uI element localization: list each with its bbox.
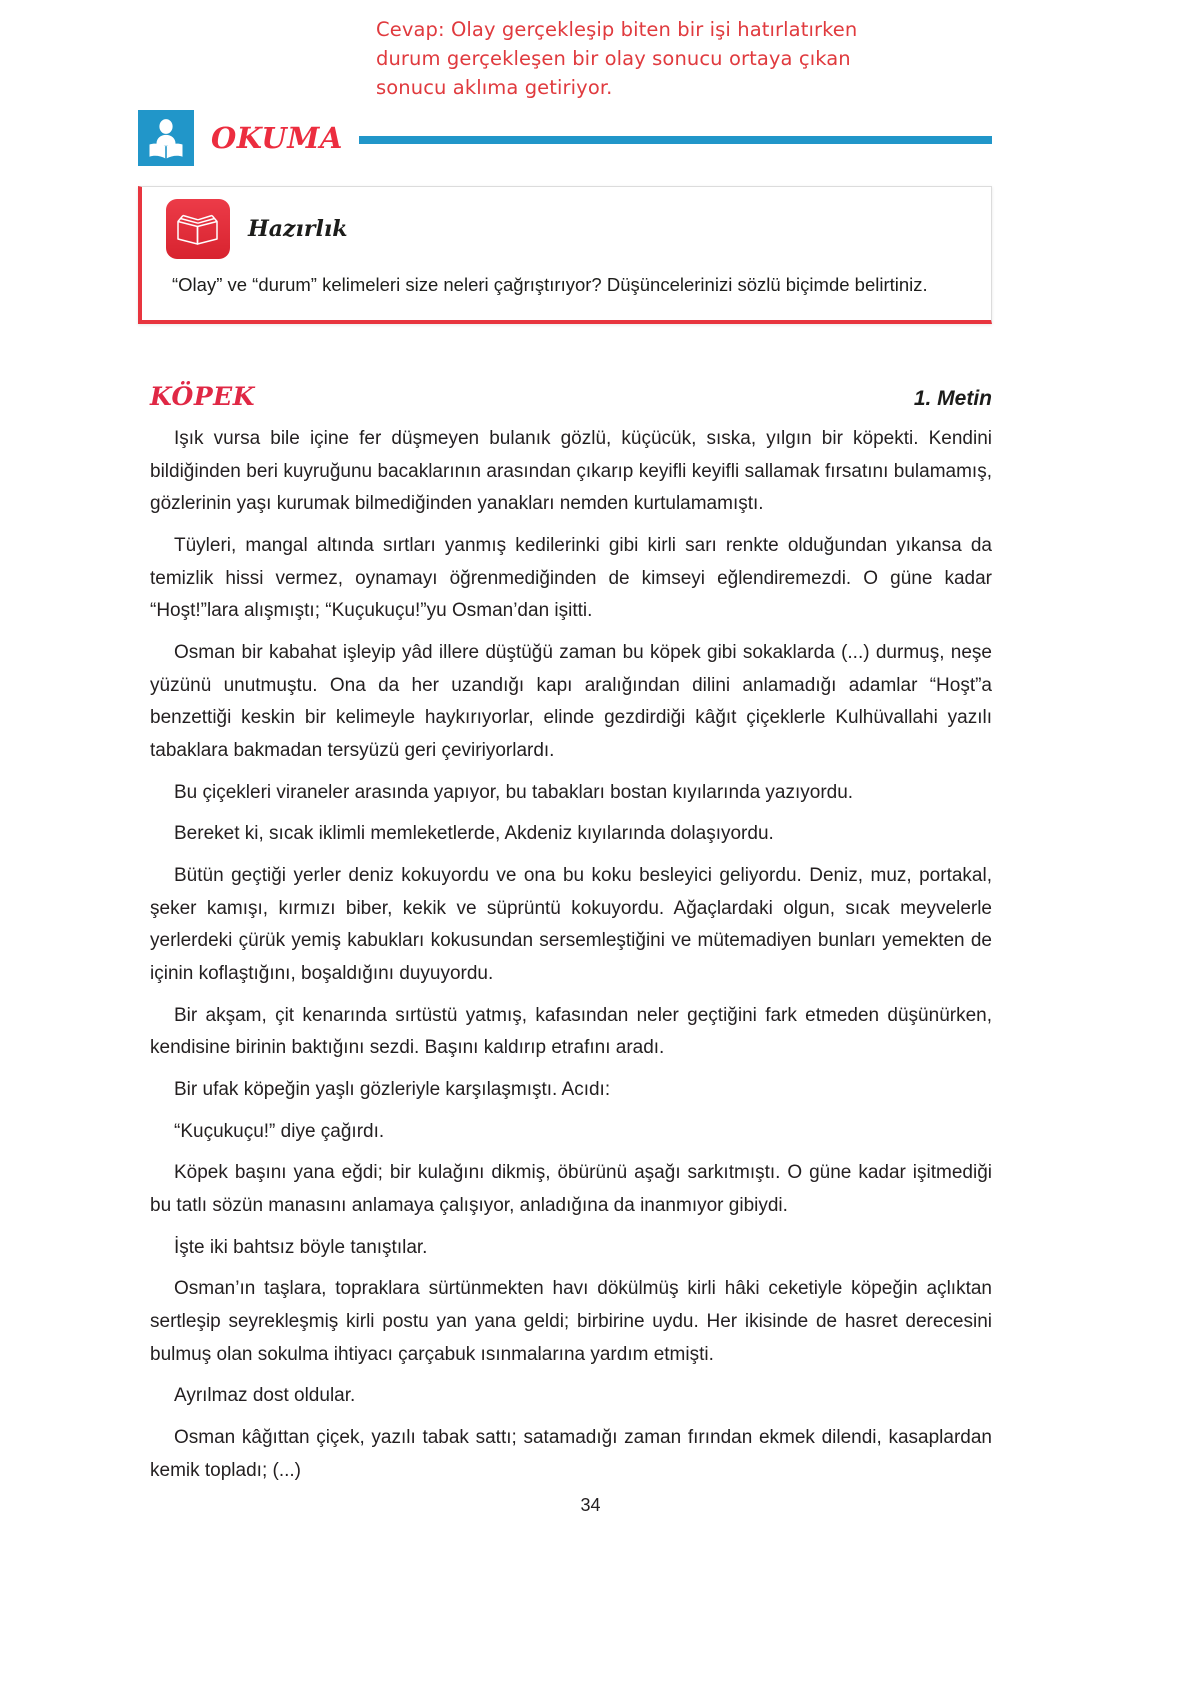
reader-person-book-icon — [138, 110, 194, 166]
article-header — [150, 382, 992, 411]
paragraph: Tüyleri, mangal altında sırtları yanmış kedilerinki gibi kirli sarı renkte olduğundan yıkansa da temizlik hissi vermez, oynamayı öğrenmediğinden de kimseyi eğlendiremezdi. O güne kadar “Hoşt!”lara alışmıştı; “Kuçukuçu!”yu Osman’dan işitti. — [150, 535, 992, 622]
paragraph: Işık vursa bile içine fer düşmeyen bulanık gözlü, küçücük, sıska, yılgın bir köpekti. Kendini bildiğinden beri kuyruğunu bacaklarının arasından çıkarıp keyifli keyifli sallamak fırsatını bulamamış, gözlerinin yaşı kurumak bilmediğinden yanakları nemden kurtulamamıştı. — [150, 428, 992, 515]
okuma-title: OKUMA — [211, 121, 343, 155]
paragraph: İşte iki bahtsız böyle tanıştılar. — [174, 1236, 428, 1258]
hazirlik-header — [142, 187, 991, 259]
metin-label: 1. Metin — [913, 387, 992, 410]
hazirlik-question: “Olay” ve “durum” kelimeleri size neleri çağrıştırıyor? Düşüncelerinizi sözlü biçimde belirtiniz. — [172, 274, 928, 295]
paragraph: Bir ufak köpeğin yaşlı gözleriyle karşılaşmıştı. Acıdı: — [174, 1079, 611, 1101]
okuma-section-header — [138, 110, 992, 166]
open-book-icon — [166, 199, 230, 259]
reading-article — [150, 382, 992, 1487]
article-title: KÖPEK — [150, 382, 255, 411]
article-body — [150, 423, 992, 1487]
paragraph: Ayrılmaz dost oldular. — [174, 1385, 356, 1407]
hazirlik-label: Hazırlık — [248, 216, 348, 242]
paragraph: Bütün geçtiği yerler deniz kokuyordu ve ona bu koku besleyici geliyordu. Deniz, muz, portakal, şeker kamışı, kırmızı biber, kekik ve süprüntü kokuyordu. Ağaçlardaki olgun, sıcak meyvelerle yerlerdeki çürük yemiş kabukları kokusundan sersemleştiğini ve mütemadiyen bunları yemekten de içinin koflaştığını, boşaldığını duyuyordu. — [150, 865, 992, 985]
hazirlik-box — [138, 186, 992, 324]
header-rule — [359, 136, 992, 144]
answer-annotation: Cevap: Olay gerçekleşip biten bir işi hatırlatırken durum gerçekleşen bir olay sonucu ortaya çıkan sonucu aklıma getiriyor. — [376, 18, 858, 99]
paragraph: Osman’ın taşlara, topraklara sürtünmekten havı dökülmüş kirli hâki ceketiyle köpeğin açlıktan sertleşip seyrekleşmiş kirli postu yan yana geldi; birbirine uydu. Her ikisinde de hasret derecesini bulmuş olan sokulma ihtiyacı çarçabuk ısınmalarına yardım etmişti. — [150, 1278, 992, 1365]
paragraph: Köpek başını yana eğdi; bir kulağını dikmiş, öbürünü aşağı sarkıtmıştı. O güne kadar işitmediği bu tatlı sözün manasını anlamaya çalışıyor, anladığına da inanmıyor gibiydi. — [150, 1162, 992, 1217]
page-number: 34 — [580, 1495, 601, 1515]
paragraph: Bir akşam, çit kenarında sırtüstü yatmış, kafasından neler geçtiğini fark etmeden düşünürken, kendisine birinin baktığını sezdi. Başını kaldırıp etrafını aradı. — [150, 1004, 992, 1059]
paragraph: Osman kâğıttan çiçek, yazılı tabak sattı; satamadığı zaman fırından ekmek dilendi, kasaplardan kemik topladı; (...) — [150, 1427, 992, 1481]
paragraph: “Kuçukuçu!” diye çağırdı. — [174, 1120, 385, 1142]
paragraph: Osman bir kabahat işleyip yâd illere düştüğü zaman bu köpek gibi sokaklarda (...) durmuş, neşe yüzünü unutmuştu. Ona da her uzandığı kapı aralığından dilini anlamadığı adamlar “Hoşt”a benzettiği keskin bir kelimeyle haykırıyorlar, elinde gezdirdiği kâğıt çiçeklerle Kulhüvallahi yazılı tabaklara bakmadan tersyüzü geri çeviriyorlardı. — [150, 642, 992, 762]
paragraph: Bu çiçekleri viraneler arasında yapıyor, bu tabakları bostan kıyılarında yazıyordu. — [174, 781, 854, 803]
paragraph: Bereket ki, sıcak iklimli memleketlerde, Akdeniz kıyılarında dolaşıyordu. — [174, 823, 774, 845]
